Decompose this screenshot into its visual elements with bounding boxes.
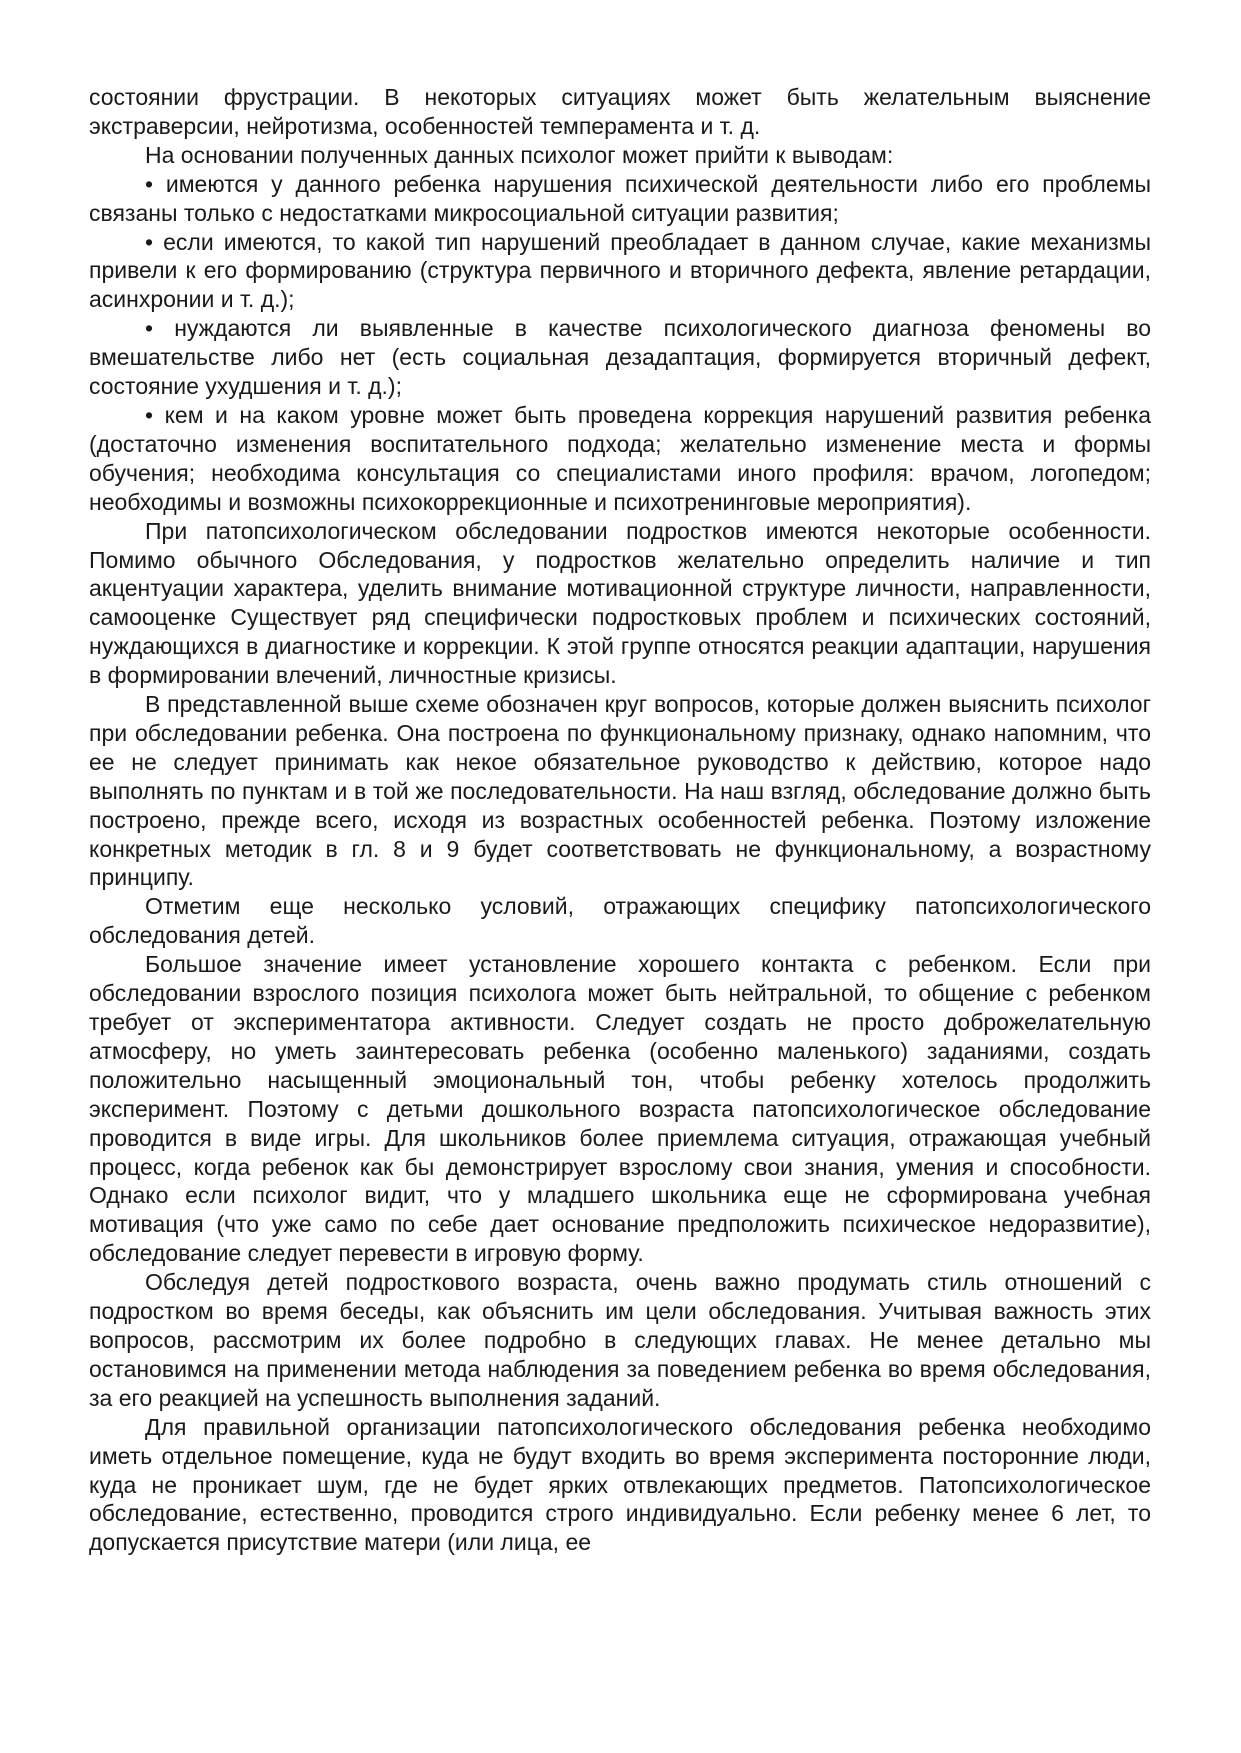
paragraph-conditions-intro: Отметим еще несколько условий, отражающих специфику патопсихологического обследования детей. bbox=[89, 893, 1151, 949]
bullet-intervention-need: • нуждаются ли выявленные в качестве психологического диагноза феномены во вмешательстве либо нет (есть социальная дезадаптация, формируется вторичный дефект, состояние ухудшения и т. д.); bbox=[89, 315, 1151, 400]
bullet-disorder-presence: • имеются у данного ребенка нарушения психической деятельности либо его проблемы связаны только с недостатками микросоциальной ситуации развития; bbox=[89, 170, 1151, 226]
paragraph-adolescent-examination: При патопсихологическом обследовании подростков имеются некоторые особенности. Помимо обычного Обследования, у подростков желательно определить наличие и тип акцентуации характера, уделить внимание мотивационной структуре личности, направленности, самооценке Существует ряд специфически подростковых проблем и психических состояний, нуждающихся в диагностике и коррекции. К этой группе относятся реакции адаптации, нарушения в формировании влечений, личностные кризисы. bbox=[89, 517, 1151, 689]
paragraph-room-organization: Для правильной организации патопсихологического обследования ребенка необходимо иметь отдельное помещение, куда не будут входить во время эксперимента посторонние люди, куда не проникает шум, где не будет ярких отвлекающих предметов. Патопсихологическое обследование, естественно, проводится строго индивидуально. Если ребенку менее 6 лет, то допускается присутствие матери (или лица, ее bbox=[89, 1413, 1151, 1556]
document-page bbox=[89, 83, 1151, 1557]
paragraph-conclusions-intro: На основании полученных данных психолог может прийти к выводам: bbox=[145, 141, 894, 168]
paragraph-frustration-continuation: состоянии фрустрации. В некоторых ситуациях может быть желательным выяснение экстраверсии, нейротизма, особенностей темперамента и т. д. bbox=[89, 84, 1151, 139]
paragraph-contact-importance: Большое значение имеет установление хорошего контакта с ребенком. Если при обследовании взрослого позиция психолога может быть нейтральной, то общение с ребенком требует от экспериментатора активности. Следует создать не просто доброжелательную атмосферу, но уметь заинтересовать ребенка (особенно маленького) заданиями, создать положительно насыщенный эмоциональный тон, чтобы ребенку хотелось продолжить эксперимент. Поэтому с детьми дошкольного возраста патопсихологическое обследование проводится в виде игры. Для школьников более приемлема ситуация, отражающая учебный процесс, когда ребенок как бы демонстрирует взрослому свои знания, умения и способности. Однако если психолог видит, что у младшего школьника еще не сформирована учебная мотивация (что уже само по себе дает основание предположить психическое недоразвитие), обследование следует перевести в игровую форму. bbox=[89, 951, 1151, 1267]
bullet-correction-level: • кем и на каком уровне может быть проведена коррекция нарушений развития ребенка (достаточно изменения воспитательного подхода; желательно изменение места и формы обучения; необходима консультация со специалистами иного профиля: врачом, логопедом; необходимы и возможны психокоррекционные и психотренинговые мероприятия). bbox=[89, 401, 1151, 515]
paragraph-adolescent-style: Обследуя детей подросткового возраста, очень важно продумать стиль отношений с подростком во время беседы, как объяснить им цели обследования. Учитывая важность этих вопросов, рассмотрим их более подробно в следующих главах. Не менее детально мы остановимся на применении метода наблюдения за поведением ребенка во время обследования, за его реакцией на успешность выполнения заданий. bbox=[89, 1269, 1151, 1411]
bullet-disorder-type: • если имеются, то какой тип нарушений преобладает в данном случае, какие механизмы привели к его формированию (структура первичного и вторичного дефекта, явление ретардации, асинхронии и т. д.); bbox=[89, 228, 1151, 313]
paragraph-scheme-questions: В представленной выше схеме обозначен круг вопросов, которые должен выяснить психолог при обследовании ребенка. Она построена по функциональному признаку, однако напомним, что ее не следует принимать как некое обязательное руководство к действию, которое надо выполнять по пунктам и в той же последовательности. На наш взгляд, обследование должно быть построено, прежде всего, исходя из возрастных особенностей ребенка. Поэтому изложение конкретных методик в гл. 8 и 9 будет соответствовать не функциональному, а возрастному принципу. bbox=[89, 691, 1151, 891]
